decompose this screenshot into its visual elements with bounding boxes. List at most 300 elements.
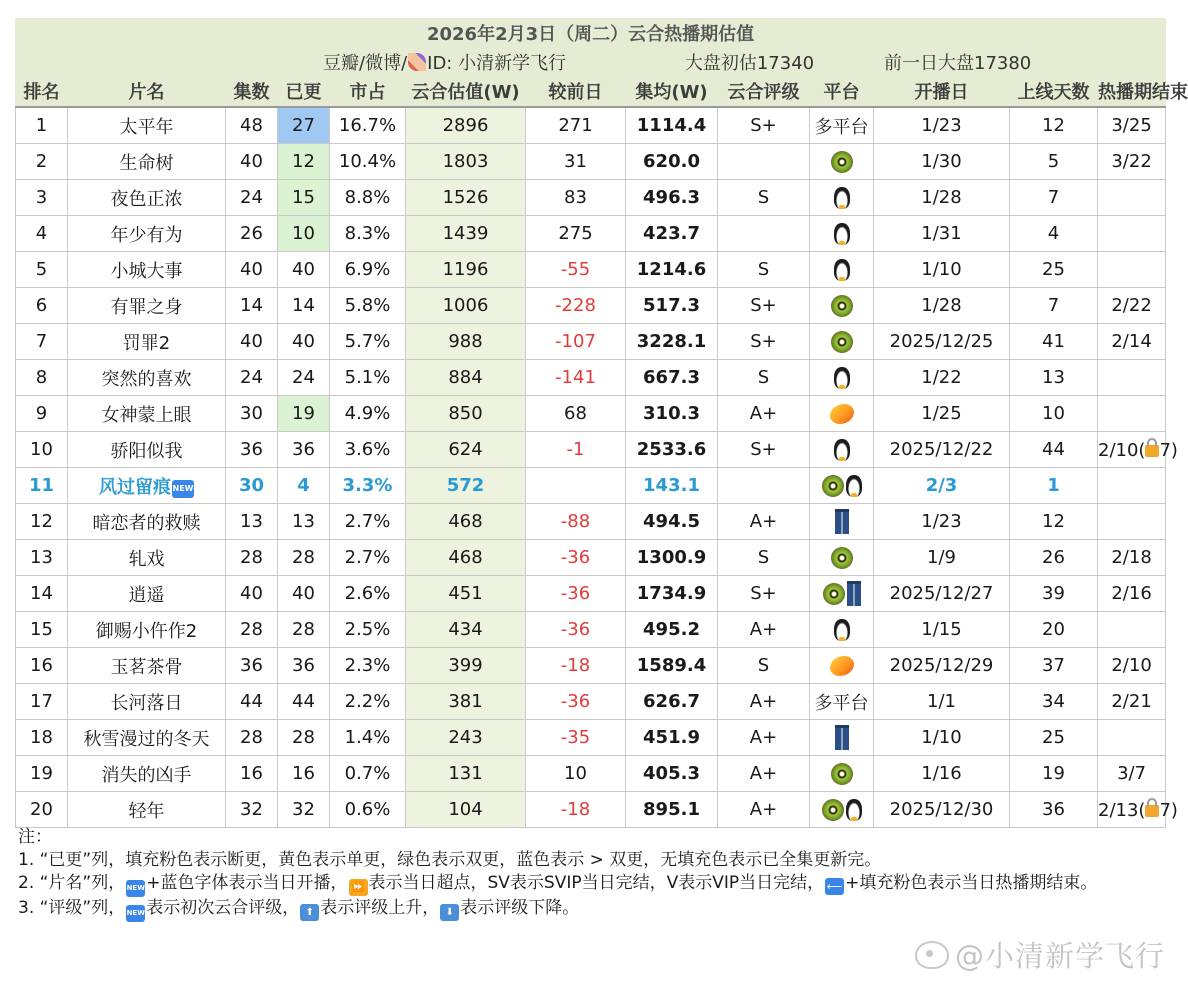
title-cell [68,324,226,360]
market-estimate: 大盘初估17340 [626,48,874,76]
share-cell: 2.2% [330,684,406,720]
table-row [16,684,1166,720]
episodes-cell: 36 [226,648,278,684]
column-header: 开播日 [874,76,1010,108]
end-cell [1098,432,1178,468]
rating-cell [718,144,810,180]
change-cell: -18 [526,792,626,828]
notes-heading: 注： [18,827,52,847]
updated-cell: 19 [278,396,330,432]
rank-cell: 5 [16,252,68,288]
rating-cell: A+ [718,792,810,828]
value-cell: 1803 [406,144,526,180]
share-cell: 2.5% [330,612,406,648]
end-date: 2/10 [1111,655,1152,676]
rating-cell: S [718,180,810,216]
platform-cell [810,288,874,324]
value-cell: 1196 [406,252,526,288]
avg-cell: 3228.1 [626,324,718,360]
avg-cell: 626.7 [626,684,718,720]
episodes-cell: 32 [226,792,278,828]
updated-cell: 36 [278,648,330,684]
platform-cell [810,360,874,396]
platform-cell [810,324,874,360]
episodes-cell: 40 [226,144,278,180]
rank-cell: 19 [16,756,68,792]
column-header: 平台 [810,76,874,108]
episodes-cell: 36 [226,432,278,468]
drama-title: 骄阳似我 [110,440,183,462]
value-cell: 572 [406,468,526,504]
kiwi-icon [831,295,853,317]
table-row [16,216,1166,252]
table-row [16,360,1166,396]
rank-cell: 18 [16,720,68,756]
change-cell: -55 [526,252,626,288]
note-line-1: 1. “已更”列，填充粉色表示断更，黄色表示单更，绿色表示双更，蓝色表示 > 双更，无填充色表示已全集更新完。 [18,850,882,870]
new-badge-icon: NEW [126,880,145,897]
title-cell [68,396,226,432]
value-cell: 2896 [406,107,526,144]
end-date: 2/21 [1111,691,1152,712]
notes-section [18,826,1168,922]
days-cell: 25 [1010,720,1098,756]
start-date-cell: 2025/12/30 [874,792,1010,828]
title-cell [68,540,226,576]
jeans-icon [847,581,861,606]
column-header: 上线天数 [1010,76,1098,108]
platform-label: 多平台 [814,692,869,714]
avg-cell: 451.9 [626,720,718,756]
drama-title: 玉茗茶骨 [110,656,183,678]
prev-market: 前一日大盘17380 [874,48,1166,76]
updated-cell: 32 [278,792,330,828]
title-cell [68,576,226,612]
share-cell: 3.6% [330,432,406,468]
title-cell [68,252,226,288]
end-date: 2/10( [1098,439,1146,461]
updated-cell: 16 [278,756,330,792]
table-row [16,756,1166,792]
days-cell: 20 [1010,612,1098,648]
start-date-cell: 1/15 [874,612,1010,648]
table-row [16,576,1166,612]
change-cell: 68 [526,396,626,432]
days-cell: 37 [1010,648,1098,684]
episodes-cell: 24 [226,180,278,216]
updated-cell: 10 [278,216,330,252]
rank-cell: 17 [16,684,68,720]
end-date: 2/16 [1111,583,1152,604]
value-cell: 1006 [406,288,526,324]
change-cell: 271 [526,107,626,144]
lock-days: 7) [1159,799,1178,821]
change-cell: -18 [526,648,626,684]
avg-cell: 667.3 [626,360,718,396]
drama-title: 罚罪2 [122,332,171,354]
kiwi-icon [831,331,853,353]
days-cell: 25 [1010,252,1098,288]
column-header: 排名 [16,76,68,108]
change-cell: -141 [526,360,626,396]
drama-title: 轧戏 [128,548,165,570]
start-date-cell: 1/22 [874,360,1010,396]
jeans-icon [835,725,849,750]
change-cell [526,468,626,504]
share-cell: 1.4% [330,720,406,756]
share-cell: 2.6% [330,576,406,612]
end-date: 3/25 [1111,115,1152,136]
updated-cell: 40 [278,576,330,612]
mango-icon [830,656,854,676]
rating-cell: S [718,360,810,396]
rank-cell: 10 [16,432,68,468]
rank-cell: 11 [16,468,68,504]
avg-cell: 895.1 [626,792,718,828]
rating-cell: A+ [718,396,810,432]
episodes-cell: 44 [226,684,278,720]
title-cell [68,216,226,252]
drama-title: 年少有为 [110,224,183,246]
rating-cell: A+ [718,612,810,648]
avg-cell: 1589.4 [626,648,718,684]
title-cell [68,756,226,792]
title-cell [68,107,226,144]
end-cell [1098,684,1166,720]
days-cell: 4 [1010,216,1098,252]
end-date: 2/13( [1098,799,1146,821]
days-cell: 7 [1010,180,1098,216]
jeans-icon [835,509,849,534]
ratings-table [15,18,1188,828]
episodes-cell: 40 [226,576,278,612]
rank-cell: 2 [16,144,68,180]
title-cell [68,468,226,504]
rating-cell: S [718,252,810,288]
avg-cell: 423.7 [626,216,718,252]
start-date-cell: 1/1 [874,684,1010,720]
updated-cell: 44 [278,684,330,720]
rank-cell: 16 [16,648,68,684]
avg-cell: 1214.6 [626,252,718,288]
start-date-cell: 1/30 [874,144,1010,180]
end-cell [1098,216,1166,252]
title-cell [68,180,226,216]
drama-title: 有罪之身 [110,296,183,318]
start-date-cell: 2025/12/29 [874,648,1010,684]
episodes-cell: 40 [226,252,278,288]
kiwi-icon [823,583,845,605]
table-row [16,648,1166,684]
platform-cell [810,396,874,432]
start-date-cell: 1/16 [874,756,1010,792]
days-cell: 10 [1010,396,1098,432]
column-header: 集数 [226,76,278,108]
drama-title: 长河落日 [110,692,183,714]
change-cell: -36 [526,684,626,720]
updated-cell: 36 [278,432,330,468]
drama-title: 逍遥 [128,584,165,606]
updated-cell: 24 [278,360,330,396]
episodes-cell: 26 [226,216,278,252]
arrow-up-icon: ⬆ [300,904,319,921]
days-cell: 19 [1010,756,1098,792]
platform-cell [810,468,874,504]
drama-title: 消失的凶手 [101,764,192,786]
table-row [16,396,1166,432]
updated-cell: 28 [278,612,330,648]
lock-icon [1145,805,1159,817]
episodes-cell: 28 [226,720,278,756]
avg-cell: 2533.6 [626,432,718,468]
change-cell: -36 [526,612,626,648]
drama-title: 御赐小仵作2 [95,620,198,642]
note-line-3: 3. “评级”列，NEW表示初次云合评级， ⬆ 表示评级上升， ⬇ 表示评级下降。 [18,897,1168,922]
platform-cell [810,432,874,468]
share-cell: 2.3% [330,648,406,684]
start-date-cell: 1/10 [874,720,1010,756]
penguin-icon [834,187,850,209]
platform-cell [810,792,874,828]
share-cell: 6.9% [330,252,406,288]
avg-cell: 495.2 [626,612,718,648]
value-cell: 988 [406,324,526,360]
rating-cell: A+ [718,684,810,720]
avg-cell: 496.3 [626,180,718,216]
end-cell [1098,756,1166,792]
share-cell: 3.3% [330,468,406,504]
platform-cell [810,684,874,720]
platform-cell [810,504,874,540]
table-row [16,720,1166,756]
value-cell: 399 [406,648,526,684]
drama-title: 秋雪漫过的冬天 [83,728,210,750]
end-cell [1098,144,1166,180]
updated-cell: 4 [278,468,330,504]
updated-cell: 12 [278,144,330,180]
table-row [16,324,1166,360]
days-cell: 5 [1010,144,1098,180]
end-cell [1098,576,1166,612]
drama-title: 太平年 [119,116,174,138]
start-date-cell: 1/28 [874,288,1010,324]
end-date: 3/22 [1111,151,1152,172]
platform-label: 多平台 [814,116,869,138]
kiwi-icon [822,799,844,821]
table-body [16,107,1178,828]
new-badge-icon: NEW [172,480,194,498]
value-cell: 243 [406,720,526,756]
avg-cell: 1734.9 [626,576,718,612]
change-cell: -35 [526,720,626,756]
avg-cell: 310.3 [626,396,718,432]
platform-cell [810,216,874,252]
kiwi-icon [831,763,853,785]
change-cell: 83 [526,180,626,216]
change-cell: 275 [526,216,626,252]
table-row [16,540,1166,576]
table-row [16,252,1166,288]
rank-cell: 14 [16,576,68,612]
rating-cell: A+ [718,756,810,792]
updated-cell: 13 [278,504,330,540]
table-row [16,144,1166,180]
table-row [16,180,1166,216]
avg-cell: 1114.4 [626,107,718,144]
share-cell: 5.1% [330,360,406,396]
rank-cell: 4 [16,216,68,252]
change-cell: -36 [526,540,626,576]
kiwi-icon [831,547,853,569]
share-cell: 2.7% [330,504,406,540]
platform-cell [810,612,874,648]
table-row [16,288,1166,324]
end-cell [1098,648,1166,684]
platform-cell [810,756,874,792]
title-cell [68,612,226,648]
lock-icon [1145,445,1159,457]
avg-cell: 620.0 [626,144,718,180]
value-cell: 624 [406,432,526,468]
value-cell: 1439 [406,216,526,252]
start-date-cell: 1/10 [874,252,1010,288]
column-header: 已更 [278,76,330,108]
change-cell: -36 [526,576,626,612]
days-cell: 1 [1010,468,1098,504]
end-cell [1098,324,1166,360]
value-cell: 884 [406,360,526,396]
updated-cell: 14 [278,288,330,324]
days-cell: 34 [1010,684,1098,720]
penguin-icon [834,367,850,389]
column-header: 较前日 [526,76,626,108]
start-date-cell: 1/9 [874,540,1010,576]
end-date: 2/22 [1111,295,1152,316]
value-cell: 468 [406,540,526,576]
start-date-cell: 1/23 [874,107,1010,144]
rank-cell: 8 [16,360,68,396]
table-row [16,792,1166,828]
episodes-cell: 28 [226,540,278,576]
column-header: 集均(W) [626,76,718,108]
days-cell: 41 [1010,324,1098,360]
column-header: 片名 [68,76,226,108]
platform-cell [810,180,874,216]
platform-cell [810,107,874,144]
avg-cell: 494.5 [626,504,718,540]
updated-cell: 40 [278,324,330,360]
end-date: 3/7 [1117,763,1147,784]
value-cell: 104 [406,792,526,828]
drama-title: 暗恋者的救赎 [92,512,201,534]
penguin-icon [834,619,850,641]
avg-cell: 143.1 [626,468,718,504]
title-cell [68,792,226,828]
value-cell: 850 [406,396,526,432]
episodes-cell: 40 [226,324,278,360]
penguin-icon [846,799,862,821]
new-badge-icon: NEW [126,905,145,922]
value-cell: 451 [406,576,526,612]
rating-cell [718,216,810,252]
watermark: @小清新学飞行 [915,934,1165,975]
value-cell: 434 [406,612,526,648]
drama-title: 生命树 [119,152,174,174]
title-cell [68,720,226,756]
episodes-cell: 14 [226,288,278,324]
drama-title: 女神蒙上眼 [101,404,192,426]
start-date-cell: 2025/12/27 [874,576,1010,612]
drama-title: 轻年 [128,800,165,822]
kiwi-icon [831,151,853,173]
episodes-cell: 48 [226,107,278,144]
start-date-cell: 1/31 [874,216,1010,252]
rocket-icon [408,53,426,71]
avg-cell: 1300.9 [626,540,718,576]
rating-cell: S+ [718,576,810,612]
value-cell: 468 [406,504,526,540]
start-date-cell: 1/28 [874,180,1010,216]
kiwi-icon [822,475,844,497]
share-cell: 16.7% [330,107,406,144]
title-cell [68,648,226,684]
end-cell [1098,468,1166,504]
drama-title: 风过留痕 [99,476,171,498]
updated-cell: 28 [278,540,330,576]
end-date: 2/14 [1111,331,1152,352]
rating-cell: A+ [718,720,810,756]
end-cell [1098,360,1166,396]
share-cell: 0.6% [330,792,406,828]
end-cell [1098,288,1166,324]
share-cell: 0.7% [330,756,406,792]
rating-cell: A+ [718,504,810,540]
lock-days: 7) [1159,439,1178,461]
end-date: 2/18 [1111,547,1152,568]
table-row [16,612,1166,648]
share-cell: 5.7% [330,324,406,360]
days-cell: 39 [1010,576,1098,612]
platform-cell [810,576,874,612]
start-date-cell: 1/25 [874,396,1010,432]
end-cell [1098,180,1166,216]
end-cell [1098,612,1166,648]
title-cell [68,360,226,396]
rating-cell: S+ [718,107,810,144]
share-cell: 10.4% [330,144,406,180]
rank-cell: 20 [16,792,68,828]
share-cell: 8.8% [330,180,406,216]
arrow-down-icon: ⬇ [440,904,459,921]
mango-icon [830,404,854,424]
updated-cell: 15 [278,180,330,216]
end-cell [1098,540,1166,576]
change-cell: 10 [526,756,626,792]
penguin-icon [834,223,850,245]
column-header: 热播期结束 [1098,76,1166,108]
rank-cell: 9 [16,396,68,432]
days-cell: 13 [1010,360,1098,396]
episodes-cell: 28 [226,612,278,648]
ratings-table-container [15,18,1188,828]
episodes-cell: 30 [226,468,278,504]
end-cell [1098,107,1166,144]
drama-title: 夜色正浓 [110,188,183,210]
platform-cell [810,720,874,756]
platform-cell [810,540,874,576]
start-date-cell: 2025/12/25 [874,324,1010,360]
column-header: 云合评级 [718,76,810,108]
